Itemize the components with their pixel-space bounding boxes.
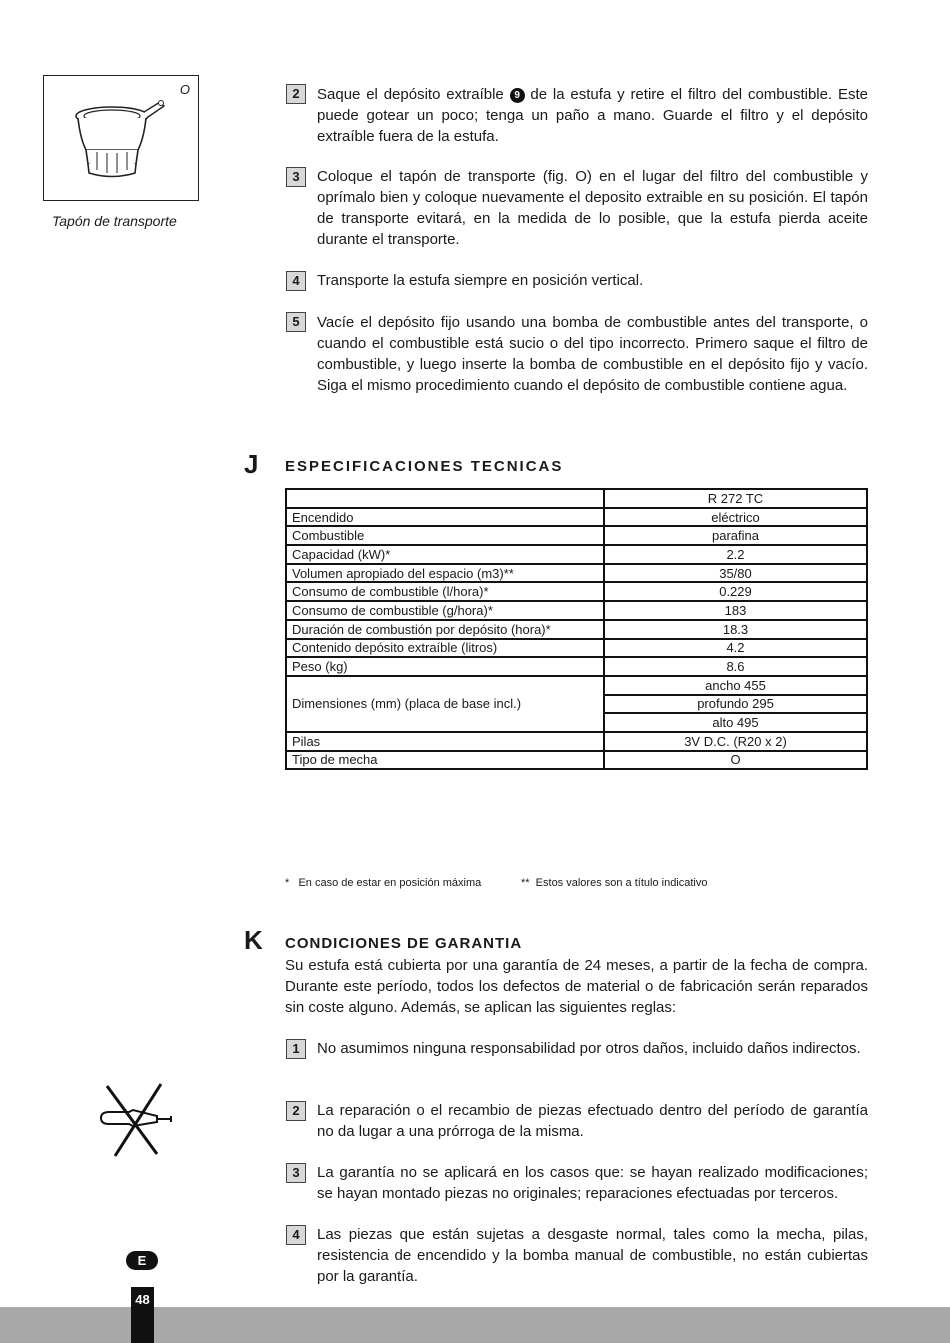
no-screwdriver-icon	[95, 1080, 177, 1158]
item-text: No asumimos ninguna responsabilidad por otros daños, incluido daños indirectos.	[317, 1040, 861, 1057]
reference-badge: 9	[510, 88, 525, 103]
step-number: 4	[286, 271, 306, 291]
spec-label: Volumen apropiado del espacio (m3)**	[286, 564, 604, 583]
section-title: ESPECIFICACIONES TECNICAS	[285, 458, 564, 475]
model-header: R 272 TC	[604, 489, 867, 508]
table-row	[286, 732, 867, 751]
spec-value: 183	[604, 601, 867, 620]
figure-label: O	[179, 82, 190, 97]
spec-value: profundo 295	[604, 695, 867, 714]
spec-value: eléctrico	[604, 508, 867, 527]
section-letter: J	[244, 449, 259, 479]
spec-value: 18.3	[604, 620, 867, 639]
table-row	[286, 639, 867, 658]
spec-label: Duración de combustión por depósito (hora)*	[286, 620, 604, 639]
item-number: 2	[286, 1101, 306, 1121]
step-text: Vacíe el depósito fijo usando una bomba de combustible antes del transporte, o cuando el combustible está sucio o del tipo incorrecto. Primero saque el filtro de combustible, y luego inserte la bomba de combustible en el depósito fijo y vacío. Siga el mismo procedimiento cuando el depósito de combustible contiene agua.	[317, 314, 868, 394]
spec-value: parafina	[604, 526, 867, 545]
table-row	[286, 508, 867, 527]
figure-caption: Tapón de transporte	[52, 213, 177, 229]
spec-value: 3V D.C. (R20 x 2)	[604, 732, 867, 751]
spec-value: alto 495	[604, 713, 867, 732]
step-text: Transporte la estufa siempre en posición vertical.	[317, 272, 644, 289]
spec-value: 2.2	[604, 545, 867, 564]
spec-value: ancho 455	[604, 676, 867, 695]
item-number: 1	[286, 1039, 306, 1059]
spec-label: Consumo de combustible (g/hora)*	[286, 601, 604, 620]
language-tab: E	[126, 1251, 158, 1270]
step-text: Saque el depósito extraíble 9 de la estufa y retire el filtro del combustible. Este puede gotear un poco; tenga un paño a mano. Guarde el filtro y el depósito extraíble fuera de la estufa.	[317, 86, 868, 145]
item-number: 4	[286, 1225, 306, 1245]
spec-label: Tipo de mecha	[286, 751, 604, 770]
spec-value: 8.6	[604, 657, 867, 676]
step-text: Coloque el tapón de transporte (fig. O) en el lugar del filtro del combustible y oprímalo bien y coloque nuevamente el deposito extraible en su posición. El tapón de transporte evitará, en la medida de lo posible, que la estufa pierda aceite durante el transporte.	[317, 168, 868, 248]
table-row	[286, 545, 867, 564]
spec-value: O	[604, 751, 867, 770]
step-number: 3	[286, 167, 306, 187]
spec-label: Peso (kg)	[286, 657, 604, 676]
table-row	[286, 601, 867, 620]
spec-label: Pilas	[286, 732, 604, 751]
step-number: 2	[286, 84, 306, 104]
section-title: CONDICIONES DE GARANTIA	[285, 935, 523, 952]
spec-value: 35/80	[604, 564, 867, 583]
warranty-intro: Su estufa está cubierta por una garantía de 24 meses, a partir de la fecha de compra. Durante este período, todos los defectos de material o de fabricación serán reparados sin coste alguno. Además, se aplican las siguientes reglas:	[285, 957, 868, 1016]
table-row	[286, 526, 867, 545]
spec-label: Combustible	[286, 526, 604, 545]
table-row	[286, 489, 867, 508]
table-row	[286, 620, 867, 639]
section-letter: K	[244, 925, 263, 955]
table-row	[286, 582, 867, 601]
table-row	[286, 751, 867, 770]
spec-value: 0.229	[604, 582, 867, 601]
figure-box	[43, 75, 199, 201]
spec-label: Dimensiones (mm) (placa de base incl.)	[286, 676, 604, 732]
footnote: ** Estos valores son a título indicativo	[521, 877, 708, 889]
spec-value: 4.2	[604, 639, 867, 658]
step-number: 5	[286, 312, 306, 332]
specifications-table	[285, 488, 868, 770]
item-text: La garantía no se aplicará en los casos que: se hayan realizado modificaciones; se hayan montado piezas no originales; reparaciones efectuadas por terceros.	[317, 1164, 868, 1202]
spec-label: Contenido depósito extraíble (litros)	[286, 639, 604, 658]
item-number: 3	[286, 1163, 306, 1183]
item-text: La reparación o el recambio de piezas efectuado dentro del período de garantía no da lugar a una prórroga de la misma.	[317, 1102, 868, 1140]
table-row	[286, 676, 867, 695]
transport-cap-icon	[64, 88, 174, 188]
spec-label: Consumo de combustible (l/hora)*	[286, 582, 604, 601]
table-row	[286, 657, 867, 676]
page-number: 48	[135, 1292, 150, 1307]
table-row	[286, 564, 867, 583]
spec-label: Capacidad (kW)*	[286, 545, 604, 564]
footnote: * En caso de estar en posición máxima	[285, 877, 482, 889]
item-text: Las piezas que están sujetas a desgaste normal, tales como la mecha, pilas, resistencia de encendido y la bomba manual de combustible, no están cubiertas por la garantía.	[317, 1226, 868, 1285]
spec-label: Encendido	[286, 508, 604, 527]
